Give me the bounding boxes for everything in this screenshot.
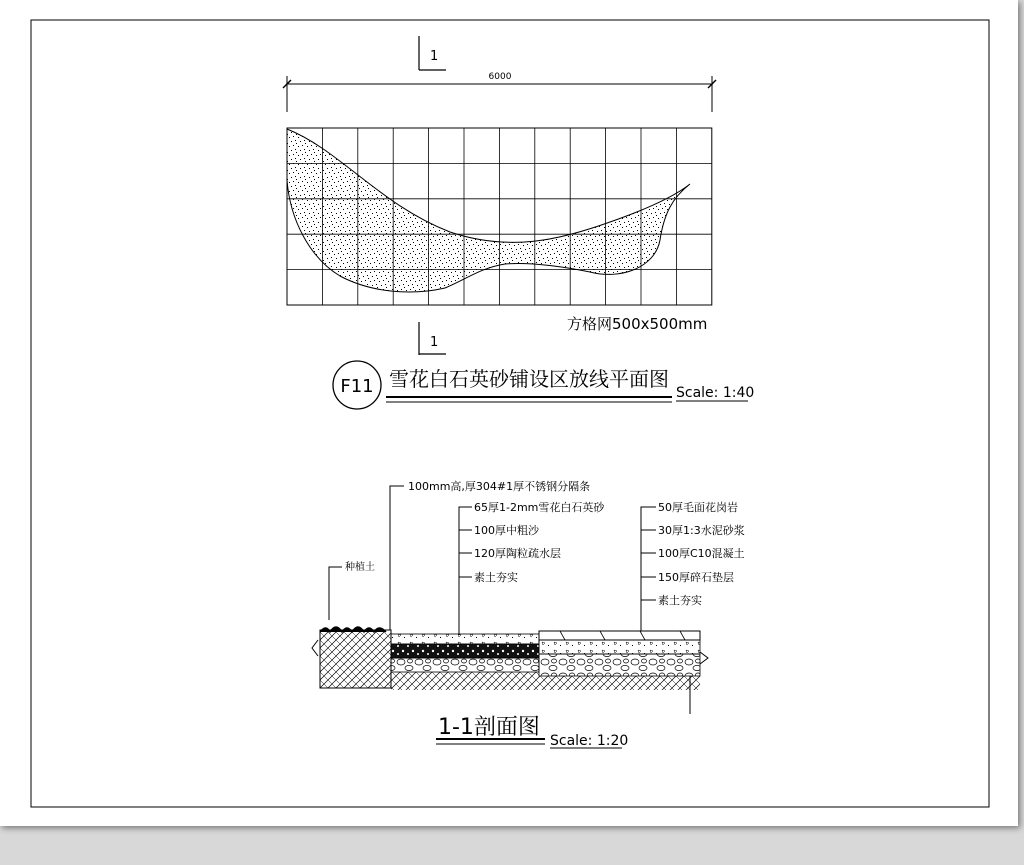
label-middle-2: 100厚中粗沙 <box>474 524 539 537</box>
right-layer-labels <box>658 500 745 607</box>
quartz-sand-area <box>287 129 690 292</box>
planting-soil-block <box>320 630 391 688</box>
label-middle-1: 65厚1-2mm雪花白石英砂 <box>474 501 605 514</box>
section-title: 1-1剖面图 <box>438 715 540 740</box>
plan-scale: Scale: 1:40 <box>676 385 755 401</box>
plan-view <box>283 36 754 409</box>
label-right-3: 100厚C10混凝土 <box>658 547 745 560</box>
section-mark-top-label: 1 <box>430 49 439 64</box>
label-middle-3: 120厚陶粒疏水层 <box>474 547 561 560</box>
label-planting-soil: 种植土 <box>345 562 375 573</box>
grid-note: 方格网500x500mm <box>567 315 708 333</box>
quartz-sand-section <box>391 634 539 672</box>
section-mark-bottom-label: 1 <box>430 335 439 350</box>
label-right-4: 150厚碎石垫层 <box>658 571 734 584</box>
middle-layer-labels <box>474 500 605 584</box>
label-right-5: 素土夯实 <box>658 594 702 607</box>
granite-paving-section <box>539 631 708 676</box>
label-middle-4: 素土夯实 <box>474 571 518 584</box>
label-separator-strip: 100mm高,厚304#1厚不锈钢分隔条 <box>408 480 591 493</box>
section-scale: Scale: 1:20 <box>550 733 629 749</box>
section-view <box>312 479 745 749</box>
label-right-2: 30厚1:3水泥砂浆 <box>658 524 745 537</box>
dimension-text: 6000 <box>488 72 512 82</box>
plan-title: 雪花白石英砂铺设区放线平面图 <box>389 367 669 391</box>
label-right-1: 50厚毛面花岗岩 <box>658 501 738 514</box>
drawing-badge: F11 <box>340 376 374 397</box>
